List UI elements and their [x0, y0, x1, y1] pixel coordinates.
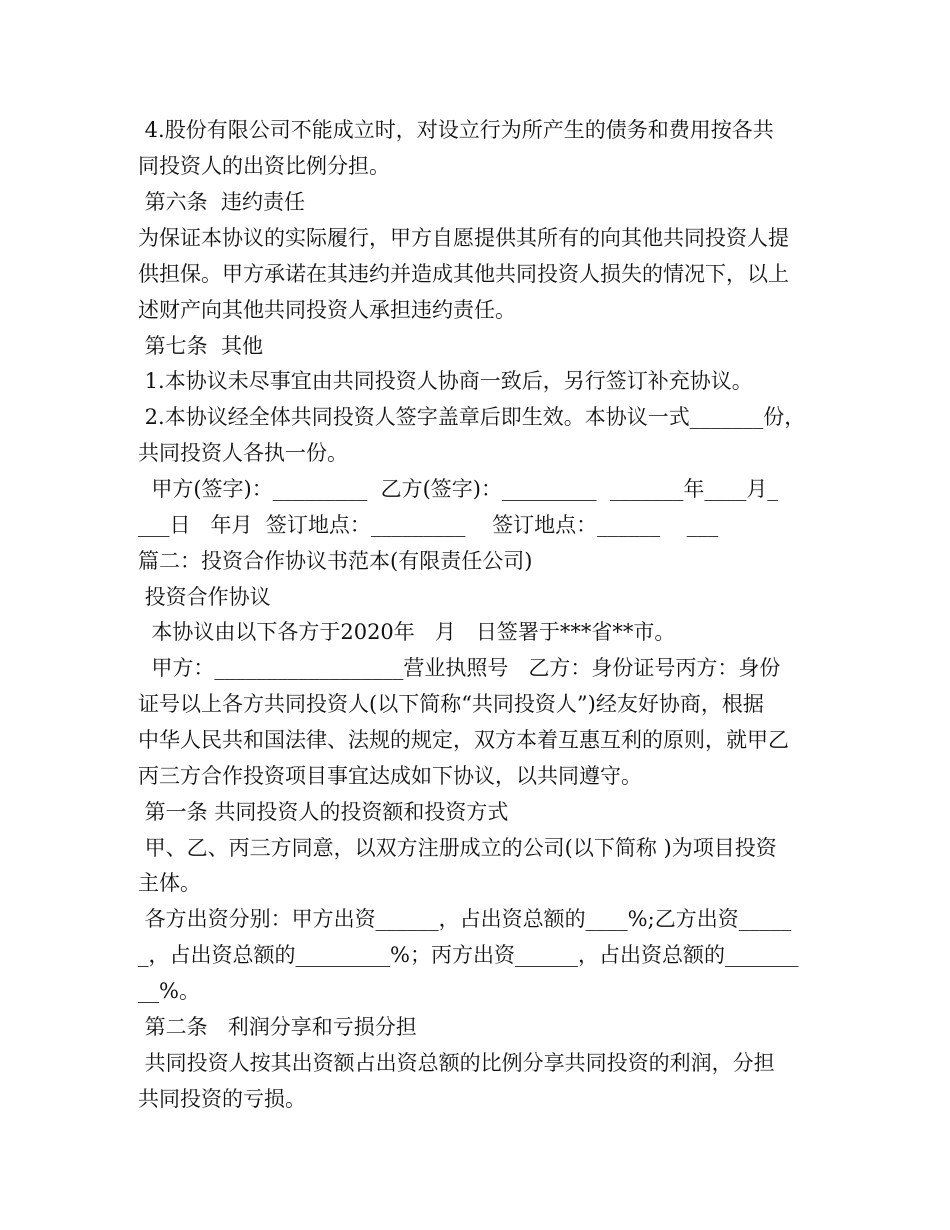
- text-line: 共同投资人各执一份。: [138, 441, 348, 465]
- document-title: 投资合作协议: [138, 585, 271, 609]
- text-line: 2.本协议经全体共同投资人签字盖章后即生效。本协议一式_______份，: [138, 405, 806, 429]
- chapter-heading: 篇二：投资合作协议书范本(有限责任公司): [138, 549, 533, 573]
- text-line: _，占出资总额的_________%；丙方出资______，占出资总额的_______: [138, 943, 799, 967]
- signature-line: ___日 年月 签订地点：_________ 签订地点：______ ___: [138, 513, 719, 537]
- section-heading: 第六条 违约责任: [138, 190, 306, 214]
- text-line: 丙三方合作投资项目事宜达成如下协议，以共同遵守。: [138, 764, 642, 788]
- text-line: 4.股份有限公司不能成立时，对设立行为所产生的债务和费用按各共: [138, 118, 774, 142]
- text-line: 甲方：__________________营业执照号 乙方：身份证号丙方：身份: [138, 656, 781, 680]
- text-line: 述财产向其他共同投资人承担违约责任。: [138, 298, 516, 322]
- text-line: __%。: [138, 979, 200, 1003]
- section-heading: 第七条 其他: [138, 334, 264, 358]
- text-line: 各方出资分别：甲方出资______，占出资总额的____%;乙方出资_____: [138, 907, 792, 931]
- signature-line: 甲方(签字)：_________ 乙方(签字)：_________ _______年____月_: [138, 477, 778, 501]
- text-line: 主体。: [138, 871, 201, 895]
- text-line: 中华人民共和国法律、法规的规定，双方本着互惠互利的原则，就甲乙: [138, 728, 789, 752]
- text-line: 为保证本协议的实际履行，甲方自愿提供其所有的向其他共同投资人提: [138, 226, 789, 250]
- text-line: 同投资人的出资比例分担。: [138, 154, 390, 178]
- section-heading: 第二条 利润分享和亏损分担: [138, 1015, 417, 1039]
- text-line: 共同投资的亏损。: [138, 1087, 306, 1111]
- text-line: 本协议由以下各方于2020年 月 日签署于***省**市。: [138, 620, 676, 644]
- section-heading: 第一条 共同投资人的投资额和投资方式: [138, 800, 509, 824]
- text-line: 共同投资人按其出资额占出资总额的比例分享共同投资的利润，分担: [138, 1051, 775, 1075]
- text-line: 1.本协议未尽事宜由共同投资人协商一致后，另行签订补充协议。: [138, 369, 753, 393]
- text-line: 供担保。甲方承诺在其违约并造成其他共同投资人损失的情况下，以上: [138, 262, 789, 286]
- text-line: 证号以上各方共同投资人(以下简称“共同投资人”)经友好协商，根据: [138, 692, 764, 716]
- text-line: 甲、乙、丙三方同意，以双方注册成立的公司(以下简称 )为项目投资: [138, 836, 777, 860]
